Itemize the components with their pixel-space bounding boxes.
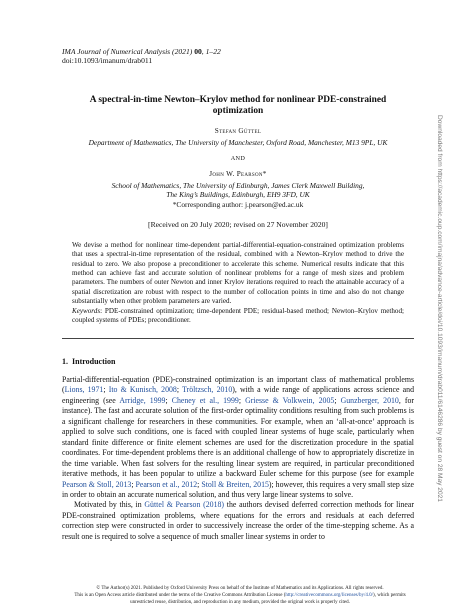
paragraph-text: the authors devised deferred correction methods for linear PDE-constrained optimization problems, where equations for the errors and residuals at each deferred correction step were constructed in order to successively increase the order of the time-stepping scheme. As a result one is required to solve a sequence of much smaller linear systems in order to — [62, 500, 414, 541]
title-line: A spectral-in-time Newton–Krylov method for nonlinear PDE-constrained — [89, 95, 387, 105]
first-author-name: Stefan Güttel — [214, 127, 262, 135]
paragraph-text: Motivated by this, in — [74, 500, 145, 510]
download-watermark — [420, 8, 458, 608]
copyright-footer — [70, 586, 410, 607]
abstract: We devise a method for nonlinear time-dependent partial-differential-equation-constrained optimization problems that uses a spectral-in-time representation of the residual, combined with a Newton–Krylov method to drive the residual to zero. We also propose a preconditioner to accelerate this scheme. Numerical results indicate that this method can achieve fast and accurate solution of nonlinear problems for a range of mesh sizes and problem parameters. The numbers of outer Newton and inner Krylov iterations required to reach the attainable accuracy of a spatial discretization are robust with respect to the number of collocation points in time and also do not change substantially when other problem parameters are varied. — [72, 241, 404, 306]
paragraph — [62, 375, 414, 500]
journal-doi: doi:10.1093/imanum/drab011 — [62, 56, 153, 66]
header-divider — [62, 338, 414, 339]
paragraph-text: ); however, this requires a very small step size in order to obtain an accurate numerical solution, and thus very large linear systems to solve. — [62, 479, 414, 499]
author-separator: AND — [230, 155, 246, 162]
second-author-name: John W. Pearson* — [209, 170, 267, 178]
citation-link[interactable]: Gunzberger, 2010 — [340, 395, 399, 405]
section-number: 1. — [62, 357, 68, 366]
paragraph-text: ; — [176, 385, 183, 395]
citation-link[interactable]: Stoll & Breiten, 2015 — [201, 479, 269, 489]
keywords — [72, 307, 404, 326]
section-heading — [62, 357, 115, 366]
citation-link[interactable]: Cheney et al., 1999 — [171, 395, 239, 405]
affiliation-line: School of Mathematics, The University of Edinburgh, James Clerk Maxwell Building, — [111, 181, 365, 190]
license-link[interactable]: http://creativecommons.org/licenses/by/4.0/ — [285, 592, 374, 598]
citation-link[interactable]: Pearson & Stoll, 2013 — [62, 479, 132, 489]
journal-volume: 00 — [194, 47, 202, 56]
first-author-affiliation: Department of Mathematics, The University of Manchester, Oxford Road, Manchester, M13 9PL, UK — [88, 138, 388, 147]
keywords-text: : PDE-constrained optimization; time-dependent PDE; residual-based method; Newton–Krylov method; coupled systems of PDEs; preconditioner. — [72, 307, 404, 325]
introduction-body — [62, 375, 414, 542]
keywords-label: Keywords — [72, 307, 101, 315]
paragraph-text: ; — [334, 395, 341, 405]
journal-year: (2021) — [172, 47, 193, 56]
citation-link[interactable]: Tröltzsch, 2010 — [182, 385, 233, 395]
citation-link[interactable]: Pearson et al., 2012 — [135, 479, 198, 489]
watermark-text: Downloaded from https://academic.oup.com/imajna/advance-article/doi/10.1093/imanum/drab011/6146286 by guest on 28 May 2021 — [435, 114, 443, 502]
paragraph-text: ; — [165, 395, 172, 405]
paragraph-text: Partial-differential-equation (PDE)-constrained optimization is an important class of mathematical problems ( — [62, 375, 414, 395]
paragraph-text: ; — [131, 479, 136, 489]
citation-link[interactable]: Güttel & Pearson (2018) — [144, 500, 225, 510]
journal-header — [62, 47, 221, 66]
second-author-affiliation — [62, 181, 414, 209]
paragraph-text: ; — [238, 395, 246, 405]
corresponding-author: *Corresponding author: j.pearson@ed.ac.uk — [172, 199, 304, 209]
paragraph-text: ; — [197, 479, 202, 489]
paragraph — [62, 500, 414, 542]
paper-title — [62, 95, 414, 118]
received-dates: [Received on 20 July 2020; revised on 27 November 2020] — [148, 220, 328, 229]
citation-link[interactable]: Lions, 1971 — [64, 385, 104, 395]
citation-link[interactable]: Ito & Kunisch, 2008 — [108, 385, 177, 395]
journal-name: IMA Journal of Numerical Analysis — [62, 47, 171, 56]
citation-link[interactable]: Griesse & Volkwein, 2005 — [245, 395, 335, 405]
section-title: Introduction — [72, 357, 116, 366]
license-line: This is an Open Access article distributed under the terms of the Creative Commons Attribution License (http://creativecommons.org/licenses/by/4.0/), which permits unrestricted reuse, distribution, and reproduction in any medium, provided the original work is properly cited. — [74, 592, 406, 605]
copyright-line: © The Author(s) 2021. Published by Oxford University Press on behalf of the Institute of Mathematics and its Applications. All rights reserved. — [96, 586, 384, 591]
journal-pages: , 1–22 — [201, 47, 221, 56]
citation-link[interactable]: Arridge, 1999 — [119, 395, 166, 405]
paragraph-text: , for instance). The fast and accurate solution of the first-order optimality conditions resulting from such problems is a significant challenge for researchers in these communities. For example, when an ‘all-at-once’ approach is applied to solve such conditions, one is faced with coupled linear systems of huge scale, particularly when standard finite difference or finite element schemes are used for the discretization procedure in the spatial coordinates. For time-dependent problems there is an additional challenge of how to appropriately discretize in the time variable. When fast solvers for the resulting linear system are required, in particular preconditioned iterative methods, it has been popular to utilize a backward Euler scheme for this purpose (see for example — [62, 395, 415, 479]
paragraph-text: ), with a wide range of applications across science and engineering (see — [62, 385, 414, 405]
title-line: optimization — [212, 106, 264, 117]
affiliation-line: The King’s Buildings, Edinburgh, EH9 3FD, UK — [166, 190, 310, 200]
paragraph-text: ; — [103, 385, 109, 395]
